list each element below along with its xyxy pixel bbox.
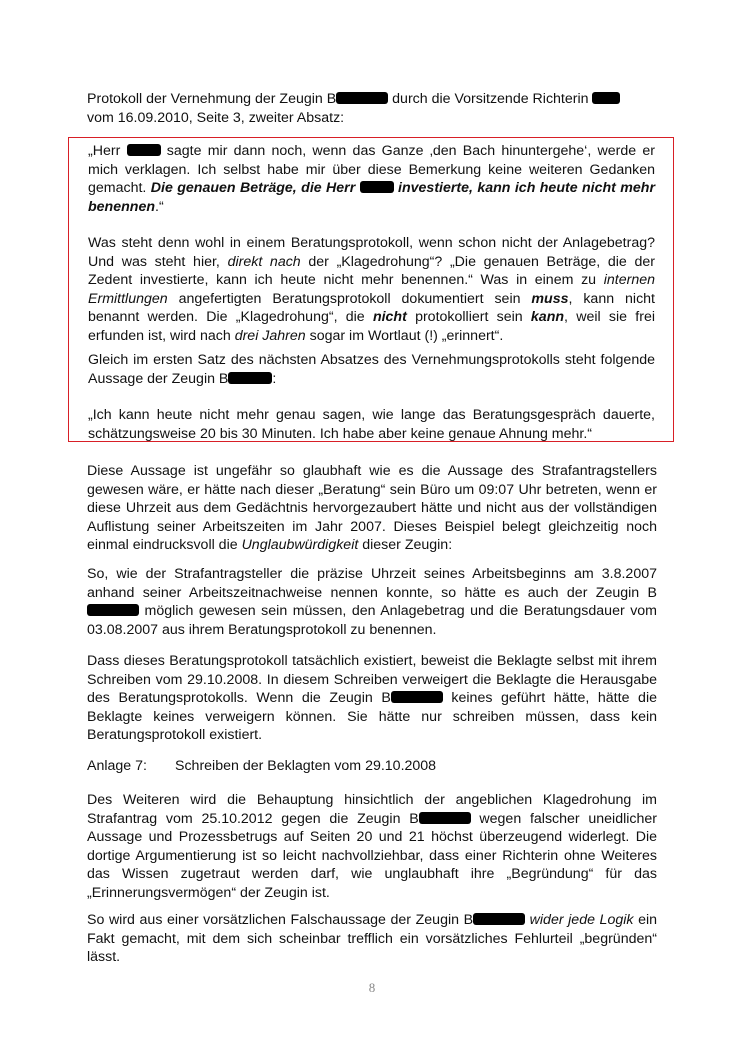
page-number: 8 [368,980,376,995]
text: So wird aus einer vorsätzlichen Falschaussage der Zeugin B [87,912,474,928]
paragraph-8 [87,791,657,903]
text: muss [531,290,569,307]
text: wider jede Logik [529,912,634,928]
anlage-label: Anlage 7: [87,758,147,774]
text: sagte mir dann noch, wenn das Ganze ‚den Bach hinuntergehe‘, werde er mich verklagen. Ich selbst habe mir über diese Bemerkung keine weiteren Gedanken gemacht. [88,143,655,197]
text: Die genauen Beträge, die Herr [150,180,360,197]
text: Was steht denn wohl in einem Beratungsprotokoll, wenn schon nicht der Anlagebetrag? Und was steht hier, [88,235,655,270]
text: sogar im Wortlaut (!) „erinnert“. [305,327,504,344]
anlage-line [87,757,657,776]
redaction [391,691,443,703]
text: , kann nicht benannt werden. Die „Klagedrohung“, die [88,290,655,326]
text: dieser Zeugin: [358,537,453,554]
text: keines geführt hätte, hätte die Beklagte keines verweigern können. Sie hätte nur schreiben müssen, dass kein Beratungsprotokoll existiert. [87,690,657,744]
quote-paragraph-4: „Ich kann heute nicht mehr genau sagen, wie lange das Beratungsgespräch dauerte, schätzungsweise 20 bis 30 Minuten. Ich habe aber keine genaue Ahnung mehr.“ [88,407,655,442]
redaction [419,812,471,824]
text: drei Jahren [234,327,306,344]
redaction [473,913,525,925]
text: ein Fakt gemacht, mit dem sich scheinbar trefflich ein vorsätzliches Fehlurteil „begründen“ lässt. [87,912,658,966]
intro-paragraph [87,90,657,127]
text: Dass dieses Beratungsprotokoll tatsächlich existiert, beweist die Beklagte selbst mit ihrem Schreiben vom 29.10.2008. In diesem Schreiben verweigert die Beklagte die Herausgabe des Beratungsprotokolls. Wenn die Zeugin B [87,653,657,707]
text: Diese Aussage ist ungefähr so glaubhaft wie es die Aussage des Strafantragstellers gewesen wäre, er hätte nach dieser „Beratung“ sein Büro um 09:07 Uhr betreten, wenn er diese Uhrzeit aus dem Gedächtnis hervorgezaubert hätte und nicht aus der vollständigen Auflistung seiner Arbeitszeiten im Jahr 2007. Dieses Beispiel belegt gleichzeitig noch einmal eindrucksvoll die [87,463,657,554]
redaction [336,92,388,104]
text: internen Ermittlungen [88,272,655,307]
text: kann [530,309,565,326]
text: protokolliert sein [406,309,531,326]
text: Unglaubwürdigkeit [241,537,359,554]
text: angefertigten Beratungsprotokoll dokumentiert sein [167,290,532,307]
text: investierte, kann ich heute nicht mehr benennen [88,180,655,215]
text: Des Weiteren wird die Behauptung hinsichtlich der angeblichen Klagedrohung im Strafantrag vom 25.10.2012 gegen die Zeugin B [87,792,657,827]
text: Gleich im ersten Satz des nächsten Absatzes des Vernehmungsprotokolls steht folgende Aussage der Zeugin B [88,352,655,387]
paragraph-7 [87,652,657,745]
text: : [272,370,277,387]
text: nicht [372,309,407,326]
text: direkt nach [227,253,301,270]
paragraph-6 [87,565,657,639]
comment-paragraph-2 [88,234,655,346]
paragraph-5 [87,462,657,555]
text: „Herr [88,143,127,159]
redaction [127,144,161,156]
redaction [87,604,139,616]
paragraph-9 [87,911,657,967]
text: möglich gewesen sein müssen, den Anlagebetrag und die Beratungsdauer vom 03.08.2007 aus ihrem Beratungsprotokoll zu benennen. [87,603,657,638]
redaction [592,92,620,104]
quote-paragraph-1 [88,142,655,216]
text: wegen falscher uneidlicher Aussage und Prozessbetrugs auf Seiten 20 und 21 höchst überzeugend widerlegt. Die dortige Argumentierung ist so leicht nachvollziehbar, dass einer Richterin ohne Weiteres das Wissen zugetraut werden darf, wie unglaubhaft ihre „Begründung“ für das „Erinnerungsvermögen“ der Zeugin ist. [87,810,657,901]
text: , weil sie frei erfunden ist, wird nach [88,309,655,344]
anlage-text: Schreiben der Beklagten vom 29.10.2008 [175,758,437,774]
intro-text-3: vom 16.09.2010, Seite 3, zweiter Absatz: [87,109,345,126]
highlighted-quote-box [68,137,674,442]
redaction [360,181,394,193]
redaction [228,372,272,384]
intro-text-2: durch die Vorsitzende Richterin [388,91,593,107]
text: der „Klagedrohung“? „Die genauen Beträge, die der Zedent investierte, kann ich heute nicht mehr benennen.“ Was in einem zu [88,253,655,289]
comment-paragraph-3 [88,351,655,388]
text: .“ [155,198,164,215]
text: So, wie der Strafantragsteller die präzise Uhrzeit seines Arbeitsbeginns am 3.8.2007 anhand seiner Arbeitszeitnachweise nennen konnte, so hätte es auch der Zeugin B [87,566,657,601]
intro-text-1: Protokoll der Vernehmung der Zeugin B [87,91,337,107]
